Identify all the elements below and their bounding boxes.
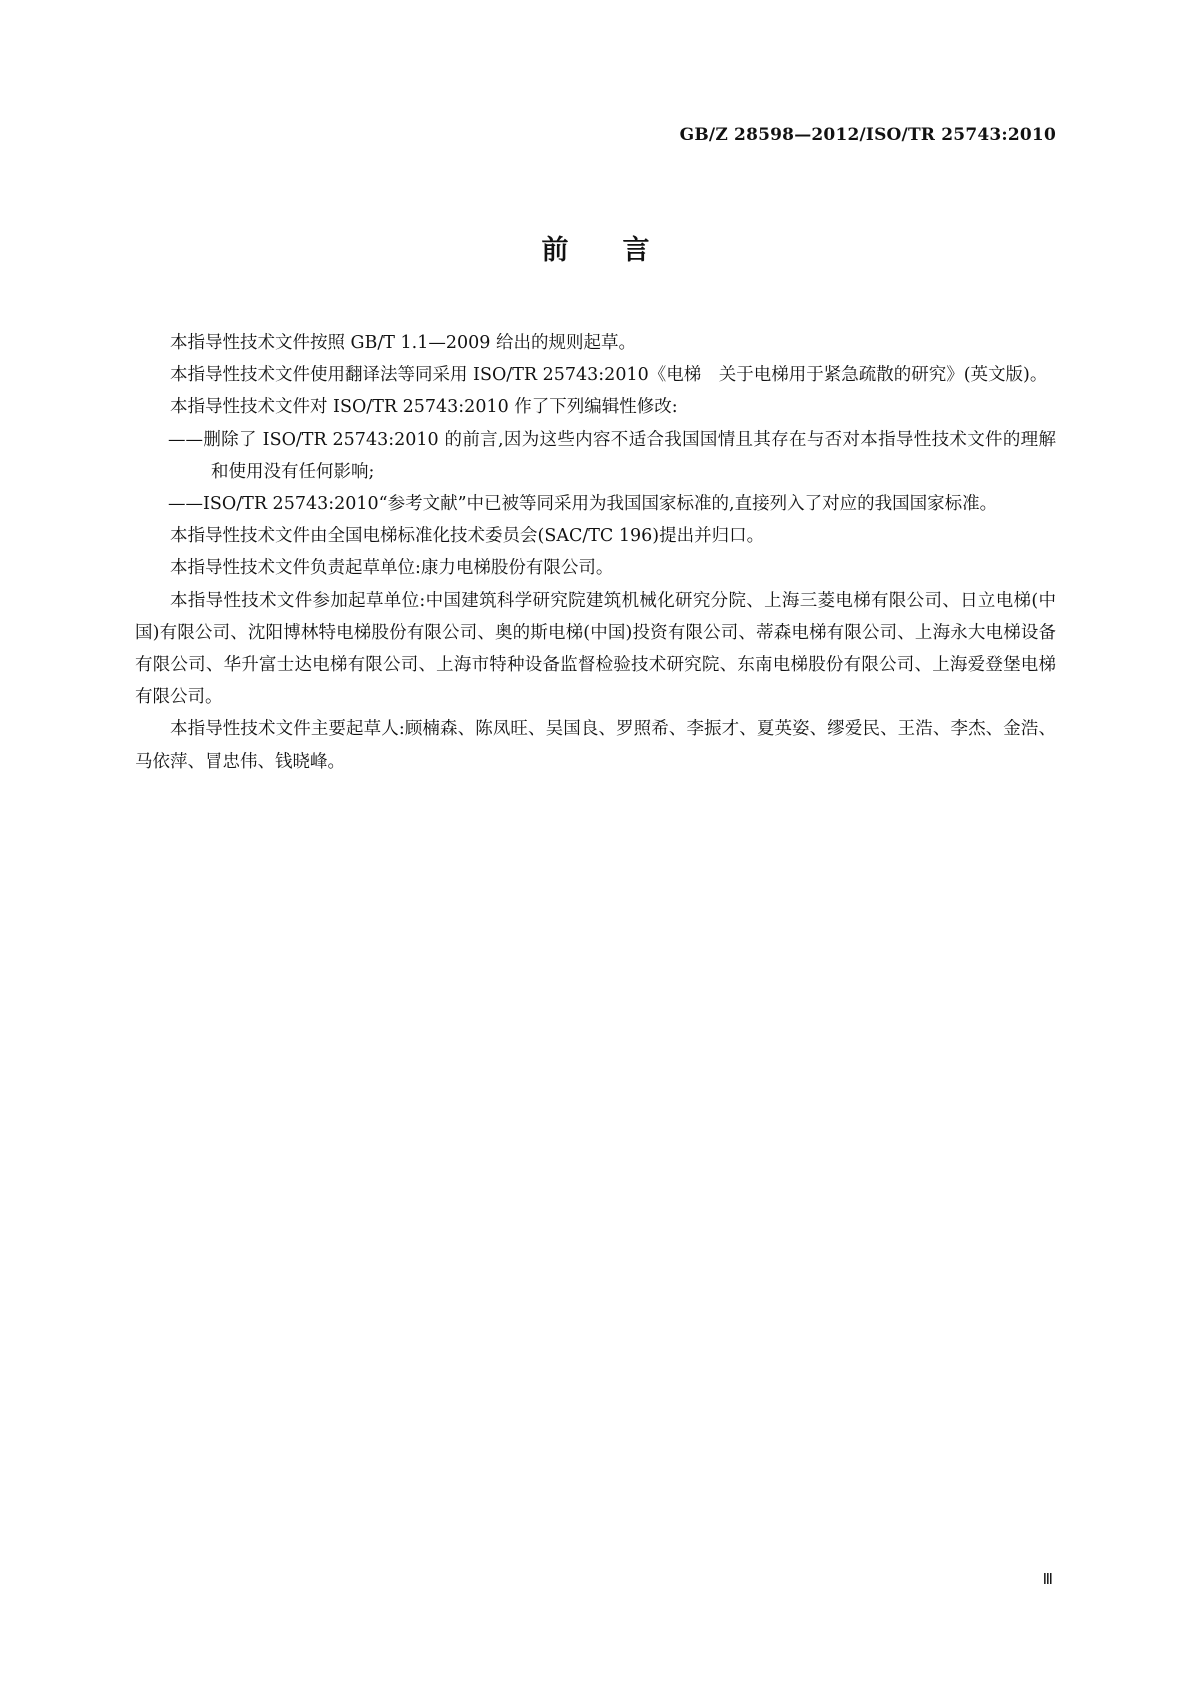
foreword-body [135,327,1056,778]
paragraph-responsible-unit: 本指导性技术文件负责起草单位:康力电梯股份有限公司。 [170,558,614,579]
paragraph-main-drafters: 本指导性技术文件主要起草人:顾楠森、陈凤旺、吴国良、罗照希、李振才、夏英姿、缪爱民、王浩、李杰、金浩、马依萍、冒忠伟、钱晓峰。 [135,719,1056,772]
paragraph-drafting-rules: 本指导性技术文件按照 GB/T 1.1—2009 给出的规则起草。 [170,333,636,353]
paragraph-participating-units: 本指导性技术文件参加起草单位:中国建筑科学研究院建筑机械化研究分院、上海三菱电梯有限公司、日立电梯(中国)有限公司、沈阳博林特电梯股份有限公司、奥的斯电梯(中国)投资有限公司、蒂森电梯有限公司、上海永大电梯设备有限公司、华升富士达电梯有限公司、上海市特种设备监督检验技术研究院、东南电梯股份有限公司、上海爱登堡电梯有限公司。 [135,590,1056,708]
paragraph-proposer: 本指导性技术文件由全国电梯标准化技术委员会(SAC/TC 196)提出并归口。 [170,526,765,547]
standard-code-header: GB/Z 28598—2012/ISO/TR 25743:2010 [679,125,1056,145]
page-title: 前言 [541,235,704,266]
paragraph-adoption: 本指导性技术文件使用翻译法等同采用 ISO/TR 25743:2010《电梯 关于电梯用于紧急疏散的研究》(英文版)。 [170,365,1048,386]
page-number: Ⅲ [1042,1570,1053,1588]
paragraph-editorial-changes: 本指导性技术文件对 ISO/TR 25743:2010 作了下列编辑性修改: [170,397,678,418]
list-item-change-1: ——删除了 ISO/TR 25743:2010 的前言,因为这些内容不适合我国国情且其存在与否对本指导性技术文件的理解和使用没有任何影响; [168,429,1056,482]
list-item-change-2: ——ISO/TR 25743:2010“参考文献”中已被等同采用为我国国家标准的,直接列入了对应的我国国家标准。 [168,494,998,515]
